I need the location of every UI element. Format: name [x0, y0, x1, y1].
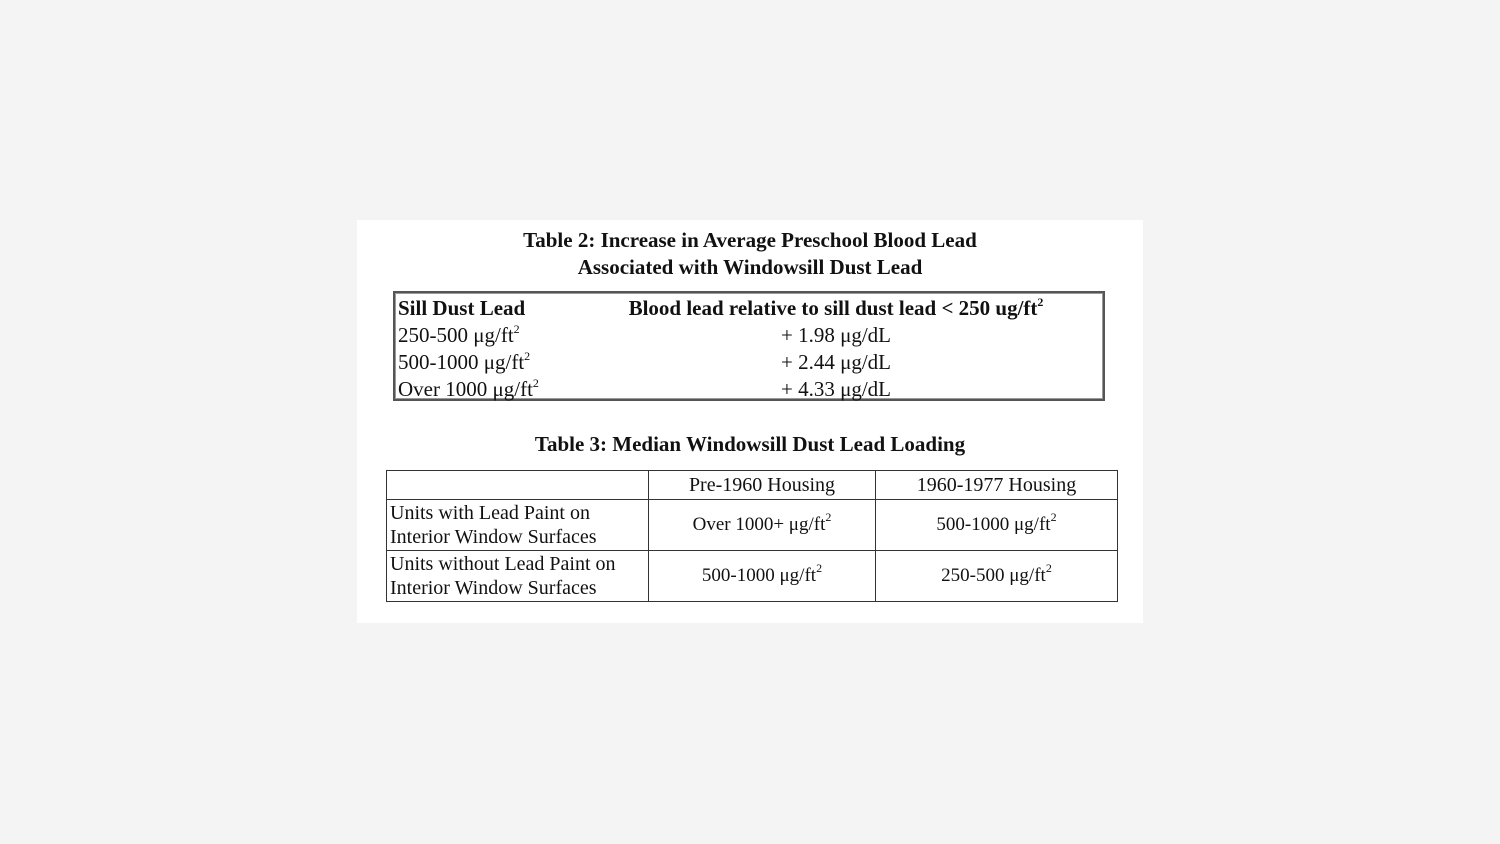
table3: [386, 470, 1118, 602]
table3-header-empty: [387, 471, 649, 500]
document-page: [357, 220, 1143, 623]
1960-1977-value: 250-500 $\mu g/ft^2$: [876, 551, 1118, 602]
table2-title: [357, 227, 1143, 281]
pre1960-value: 500-1000 $\mu g/ft^2$: [649, 551, 876, 602]
row-label: Units with Lead Paint on Interior Window Surfaces: [387, 500, 649, 551]
table2-title-line1: Table 2: Increase in Average Preschool Blood Lead: [523, 228, 977, 252]
row-label: Units without Lead Paint on Interior Window Surfaces: [387, 551, 649, 602]
blood-increase: + 1.98 μg/dL: [780, 323, 891, 347]
table-row: [395, 376, 1103, 403]
table3-title: Table 3: Median Windowsill Dust Lead Loading: [534, 432, 966, 456]
sill-value: 500-1000 $\mu g/ft^2$: [398, 349, 531, 374]
table-row: [387, 500, 1118, 551]
blood-increase: + 2.44 μg/dL: [780, 350, 891, 374]
table2-title-line2: Associated with Windowsill Dust Lead: [577, 255, 923, 279]
pre1960-value: Over $1000+ \mu g/ft^2$: [649, 500, 876, 551]
table3-header-1960-1977: 1960-1977 Housing: [876, 471, 1118, 500]
blood-increase: + 4.33 μg/dL: [780, 377, 891, 401]
sill-value: Over 1000 $\mu g/ft^2$: [398, 376, 539, 401]
table3-header-row: [387, 471, 1118, 500]
table2-header-row: [395, 295, 1103, 322]
table-row: [387, 551, 1118, 602]
table2: [393, 291, 1105, 401]
1960-1977-value: 500-1000 $\mu g/ft^2$: [876, 500, 1118, 551]
table2-header-blood: Blood lead relative to sill dust lead < 250 $ug/ft^2$: [628, 295, 1044, 320]
sill-value: 250-500 $\mu g/ft^2$: [398, 322, 520, 347]
table-row: [395, 349, 1103, 376]
table3-header-pre1960: Pre-1960 Housing: [649, 471, 876, 500]
table2-header-sill: Sill Dust Lead: [398, 296, 526, 320]
table-row: [395, 322, 1103, 349]
